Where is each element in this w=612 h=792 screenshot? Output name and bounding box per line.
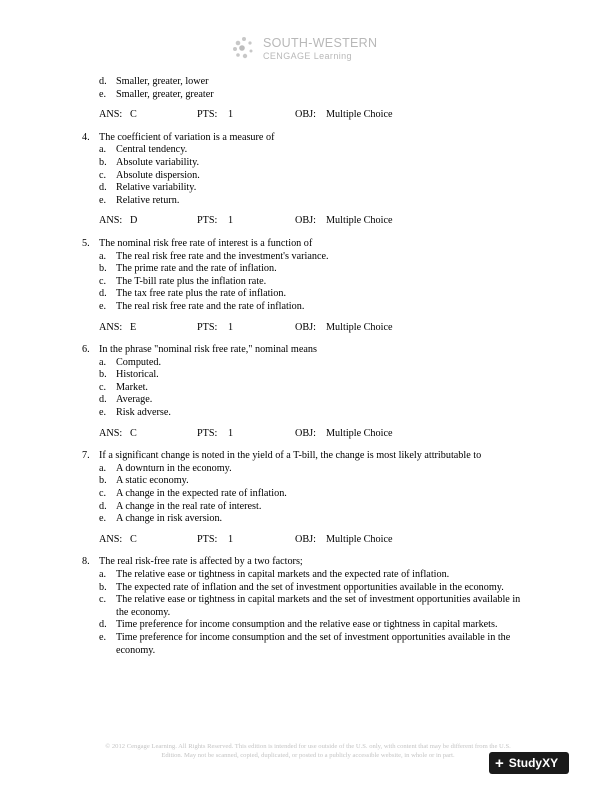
option-letter: d.	[99, 288, 107, 300]
option	[82, 513, 532, 526]
option-text: Historical.	[116, 369, 159, 381]
option-text: A downturn in the economy.	[116, 462, 232, 474]
option-text: The prime rate and the rate of inflation.	[116, 263, 277, 275]
option	[82, 251, 532, 264]
option-letter: b.	[99, 156, 107, 168]
option-letter: b.	[99, 581, 107, 593]
preceding-question-tail	[82, 76, 532, 122]
question-8	[82, 556, 532, 657]
option	[82, 407, 532, 420]
option-text: Absolute dispersion.	[116, 169, 200, 181]
option	[82, 594, 532, 619]
option	[82, 632, 532, 657]
studyxy-badge[interactable]	[489, 752, 569, 774]
question-4	[82, 132, 532, 228]
question-text: The real risk-free rate is affected by a two factors;	[99, 556, 303, 568]
option-letter: a.	[99, 569, 107, 580]
option-letter: e.	[99, 631, 107, 643]
option-text: Time preference for income consumption and the relative ease or tightness in capital markets.	[116, 619, 498, 631]
option	[82, 144, 532, 157]
option	[82, 488, 532, 501]
question-text: In the phrase "nominal risk free rate," nominal means	[99, 344, 317, 356]
answer-line	[82, 534, 532, 547]
option-letter: c.	[99, 488, 107, 500]
option	[82, 475, 532, 488]
pts-label: PTS:	[197, 427, 218, 439]
option-text: Central tendency.	[116, 144, 188, 156]
obj-label: OBJ:	[295, 427, 316, 439]
option-text: Absolute variability.	[116, 156, 200, 168]
option-letter: d.	[99, 76, 107, 87]
option	[82, 619, 532, 632]
ans-value: E	[130, 321, 137, 333]
question-text: If a significant change is noted in the yield of a T-bill, the change is most likely attributable to	[99, 450, 482, 462]
option-text: A change in the real rate of interest.	[116, 500, 262, 512]
pts-label: PTS:	[197, 321, 218, 333]
answer-line	[82, 428, 532, 441]
option-letter: e.	[99, 88, 107, 100]
option-letter: b.	[99, 369, 107, 381]
option-text: Risk adverse.	[116, 407, 171, 419]
option-letter: e.	[99, 194, 107, 206]
question-list	[82, 76, 532, 657]
answer-line	[82, 322, 532, 335]
pts-label: PTS:	[197, 533, 218, 545]
option	[82, 394, 532, 407]
option-letter: c.	[99, 275, 107, 287]
question-number: 6.	[82, 344, 90, 356]
option-text: Time preference for income consumption and the set of investment opportunities available in the economy.	[116, 631, 511, 656]
option-text: Average.	[116, 394, 153, 406]
option-text: The real risk free rate and the rate of inflation.	[116, 300, 305, 312]
pts-value: 1	[228, 533, 234, 545]
ans-value: C	[130, 533, 137, 545]
option-text: The real risk free rate and the investment's variance.	[116, 250, 329, 262]
question-number: 4.	[82, 131, 90, 143]
option-letter: c.	[99, 381, 107, 393]
option-text: The expected rate of inflation and the set of investment opportunities available in the economy.	[116, 581, 504, 593]
ans-label: ANS:	[99, 533, 123, 545]
option	[82, 276, 532, 289]
option-text: Smaller, greater, lower	[116, 76, 209, 87]
pts-value: 1	[228, 215, 234, 227]
option-text: The relative ease or tightness in capital markets and the expected rate of inflation.	[116, 569, 450, 580]
studyxy-label: StudyXY	[508, 756, 559, 770]
ans-label: ANS:	[99, 109, 123, 121]
option	[82, 369, 532, 382]
option	[82, 501, 532, 514]
option-text: Relative return.	[116, 194, 180, 206]
brand-name: SOUTH-WESTERN	[263, 36, 378, 50]
publisher-logo	[231, 34, 391, 64]
obj-label: OBJ:	[295, 109, 316, 121]
option-text: Relative variability.	[116, 182, 197, 194]
obj-value: Multiple Choice	[326, 427, 393, 439]
pts-label: PTS:	[197, 215, 218, 227]
option-text: A change in the expected rate of inflation.	[116, 488, 287, 500]
answer-line	[82, 215, 532, 228]
ans-value: C	[130, 427, 137, 439]
option	[82, 89, 532, 102]
option-letter: e.	[99, 300, 107, 312]
option	[82, 76, 532, 89]
option	[82, 301, 532, 314]
option	[82, 170, 532, 183]
obj-value: Multiple Choice	[326, 533, 393, 545]
option-text: Smaller, greater, greater	[116, 88, 214, 100]
option-letter: d.	[99, 182, 107, 194]
option	[82, 582, 532, 595]
option	[82, 182, 532, 195]
option-letter: a.	[99, 356, 107, 368]
question-number: 7.	[82, 450, 90, 462]
option-text: Market.	[116, 381, 148, 393]
option	[82, 463, 532, 476]
option	[82, 288, 532, 301]
option	[82, 357, 532, 370]
question-number: 8.	[82, 556, 90, 568]
answer-line	[82, 109, 532, 122]
option	[82, 195, 532, 208]
option-letter: b.	[99, 475, 107, 487]
ans-value: D	[130, 215, 138, 227]
question-text: The coefficient of variation is a measure of	[99, 131, 275, 143]
pts-label: PTS:	[197, 109, 218, 121]
option-text: The T-bill rate plus the inflation rate.	[116, 275, 267, 287]
option-letter: d.	[99, 394, 107, 406]
dots-logo-icon	[231, 36, 257, 62]
question-number: 5.	[82, 237, 90, 249]
option	[82, 569, 532, 582]
ans-label: ANS:	[99, 215, 123, 227]
obj-label: OBJ:	[295, 321, 316, 333]
pts-value: 1	[228, 427, 234, 439]
option-text: The relative ease or tightness in capital markets and the set of investment opportunities available in the economy.	[116, 594, 521, 618]
copyright-footer	[58, 742, 558, 760]
brand-subname: CENGAGE Learning	[263, 51, 352, 61]
option-text: The tax free rate plus the rate of inflation.	[116, 288, 286, 300]
obj-value: Multiple Choice	[326, 321, 393, 333]
option-letter: a.	[99, 144, 107, 156]
plus-icon: +	[495, 754, 504, 772]
option-text: Computed.	[116, 356, 161, 368]
question-7	[82, 450, 532, 546]
option-text: A static economy.	[116, 475, 189, 487]
obj-value: Multiple Choice	[326, 215, 393, 227]
option-letter: c.	[99, 594, 107, 606]
obj-label: OBJ:	[295, 533, 316, 545]
question-6	[82, 344, 532, 440]
option-letter: e.	[99, 407, 107, 419]
option-letter: c.	[99, 169, 107, 181]
option	[82, 263, 532, 276]
option-text: A change in risk aversion.	[116, 513, 223, 525]
pts-value: 1	[228, 321, 234, 333]
copyright-line-2: Edition. May not be scanned, copied, duplicated, or posted to a publicly accessible website, in whole or in part.	[161, 752, 455, 759]
obj-value: Multiple Choice	[326, 109, 393, 121]
question-5	[82, 238, 532, 334]
option	[82, 157, 532, 170]
option	[82, 382, 532, 395]
pts-value: 1	[228, 109, 234, 121]
option-letter: e.	[99, 513, 107, 525]
option-letter: b.	[99, 263, 107, 275]
ans-value: C	[130, 109, 137, 121]
copyright-line-1: © 2012 Cengage Learning. All Rights Reserved. This edition is intended for use outside of the U.S. only, with content that may be different from the U.S.	[105, 743, 511, 750]
question-text: The nominal risk free rate of interest is a function of	[99, 237, 313, 249]
option-letter: a.	[99, 250, 107, 262]
option-letter: d.	[99, 500, 107, 512]
option-letter: a.	[99, 462, 107, 474]
option-letter: d.	[99, 619, 107, 631]
obj-label: OBJ:	[295, 215, 316, 227]
ans-label: ANS:	[99, 321, 123, 333]
ans-label: ANS:	[99, 427, 123, 439]
